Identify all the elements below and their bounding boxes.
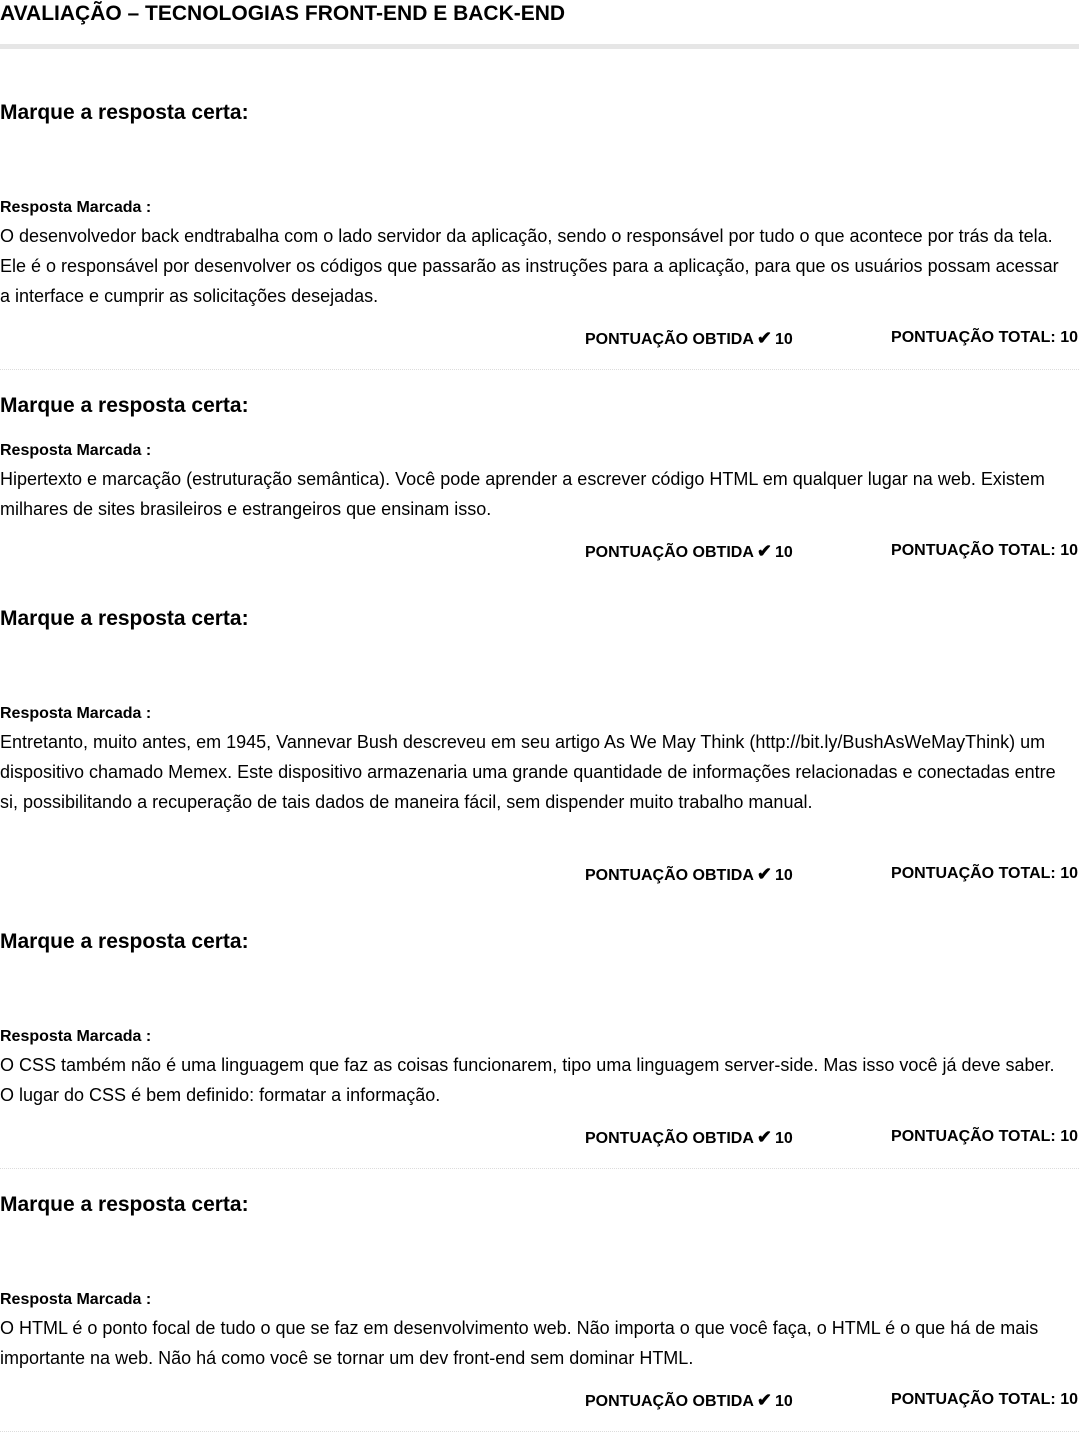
page-title: AVALIAÇÃO – TECNOLOGIAS FRONT-END E BACK-END — [0, 2, 566, 25]
score-row — [0, 327, 1079, 349]
score-obtained-label: PONTUAÇÃO OBTIDA — [585, 1130, 754, 1147]
answer-text: Entretanto, muito antes, em 1945, Vannevar Bush descreveu em seu artigo As We May Think (http://bit.ly/BushAsWeMayThink) um dispositivo chamado Memex. Este dispositivo armazenaria uma grande quantidade de informações relacionadas e conectadas entre si, possibilitando a recuperação de tais dados de maneira fácil, sem dispender muito trabalho manual. — [0, 732, 1056, 812]
score-obtained-label: PONTUAÇÃO OBTIDA — [585, 1393, 754, 1410]
score-obtained-label: PONTUAÇÃO OBTIDA — [585, 867, 754, 884]
question-heading: Marque a resposta certa: — [0, 930, 249, 953]
answer-label: Resposta Marcada : — [0, 442, 152, 459]
score-total — [891, 863, 1078, 885]
answer-label: Resposta Marcada : — [0, 1291, 152, 1308]
score-row — [0, 863, 1079, 885]
score-total-value: 10 — [1060, 329, 1078, 346]
score-total-value: 10 — [1060, 1128, 1078, 1145]
check-icon: ✔ — [756, 864, 772, 884]
score-total-label: PONTUAÇÃO TOTAL: — [891, 329, 1056, 346]
score-obtained-label: PONTUAÇÃO OBTIDA — [585, 544, 754, 561]
score-obtained — [585, 327, 793, 351]
answer-label: Resposta Marcada : — [0, 199, 152, 216]
score-total — [891, 540, 1078, 562]
score-total — [891, 1126, 1078, 1148]
score-total — [891, 327, 1078, 349]
answer-label: Resposta Marcada : — [0, 705, 152, 722]
score-row — [0, 1389, 1079, 1411]
answer-text: Hipertexto e marcação (estruturação semântica). Você pode aprender a escrever código HTML em qualquer lugar na web. Existem milhares de sites brasileiros e estrangeiros que ensinam isso. — [0, 469, 1045, 519]
question-heading: Marque a resposta certa: — [0, 394, 249, 417]
score-obtained-value: 10 — [774, 331, 793, 348]
score-obtained — [585, 540, 793, 564]
score-obtained-label: PONTUAÇÃO OBTIDA — [585, 331, 754, 348]
score-obtained-value: 10 — [774, 544, 793, 561]
answer-text: O desenvolvedor back endtrabalha com o lado servidor da aplicação, sendo o responsável por tudo o que acontece por trás da tela. Ele é o responsável por desenvolver os códigos que passarão as instruções para a aplicação, para que os usuários possam acessar a interface e cumprir as solicitações desejadas. — [0, 226, 1059, 306]
score-obtained — [585, 1126, 793, 1150]
score-total-value: 10 — [1060, 542, 1078, 559]
score-total-value: 10 — [1060, 865, 1078, 882]
check-icon: ✔ — [756, 541, 772, 561]
question-heading: Marque a resposta certa: — [0, 1193, 249, 1216]
question-divider — [0, 369, 1079, 370]
check-icon: ✔ — [756, 1390, 772, 1410]
score-total-label: PONTUAÇÃO TOTAL: — [891, 1128, 1056, 1145]
question-heading: Marque a resposta certa: — [0, 101, 249, 124]
score-total-label: PONTUAÇÃO TOTAL: — [891, 542, 1056, 559]
score-row — [0, 540, 1079, 562]
score-row — [0, 1126, 1079, 1148]
check-icon: ✔ — [756, 1127, 772, 1147]
question-divider — [0, 1168, 1079, 1169]
score-obtained-value: 10 — [774, 867, 793, 884]
score-obtained-value: 10 — [774, 1393, 793, 1410]
score-total-label: PONTUAÇÃO TOTAL: — [891, 1391, 1056, 1408]
answer-label: Resposta Marcada : — [0, 1028, 152, 1045]
score-obtained — [585, 863, 793, 887]
score-total-label: PONTUAÇÃO TOTAL: — [891, 865, 1056, 882]
score-total-value: 10 — [1060, 1391, 1078, 1408]
check-icon: ✔ — [756, 328, 772, 348]
question-divider — [0, 1431, 1079, 1432]
answer-text: O CSS também não é uma linguagem que faz as coisas funcionarem, tipo uma linguagem server-side. Mas isso você já deve saber. O lugar do CSS é bem definido: formatar a informação. — [0, 1055, 1055, 1105]
page-header — [0, 0, 1079, 49]
score-obtained — [585, 1389, 793, 1413]
answer-text: O HTML é o ponto focal de tudo o que se faz em desenvolvimento web. Não importa o que você faça, o HTML é o que há de mais importante na web. Não há como você se tornar um dev front-end sem dominar HTML. — [0, 1318, 1039, 1368]
score-obtained-value: 10 — [774, 1130, 793, 1147]
score-total — [891, 1389, 1078, 1411]
question-heading: Marque a resposta certa: — [0, 607, 249, 630]
